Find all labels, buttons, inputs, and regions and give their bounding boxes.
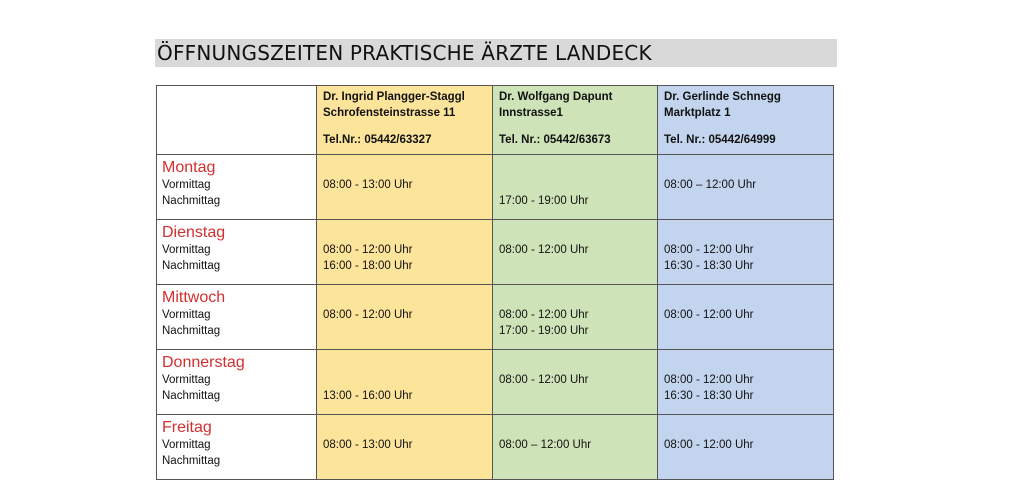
hours-line-2: 16:00 - 18:00 Uhr <box>323 260 413 272</box>
hours-line-1: 08:00 – 12:00 Uhr <box>664 179 757 191</box>
morning-label: Vormittag <box>162 309 211 321</box>
hours-line-2: 17:00 - 19:00 Uhr <box>499 325 589 337</box>
hours-line-2: 16:30 - 18:30 Uhr <box>664 390 754 402</box>
morning-label: Vormittag <box>162 244 211 256</box>
table-row <box>157 350 834 415</box>
doctor-phone: Tel.Nr.: 05442/63327 <box>323 134 432 146</box>
day-cell <box>157 415 317 480</box>
hours-cell <box>317 220 493 285</box>
table-row <box>157 415 834 480</box>
day-name: Montag <box>162 159 216 176</box>
hours-line-1: 08:00 - 12:00 Uhr <box>664 244 754 256</box>
opening-hours-table <box>156 85 834 480</box>
hours-cell <box>317 415 493 480</box>
morning-label: Vormittag <box>162 179 211 191</box>
hours-line-1: 08:00 - 12:00 Uhr <box>499 244 589 256</box>
hours-line-1: 08:00 - 12:00 Uhr <box>499 374 589 386</box>
day-name: Mittwoch <box>162 289 226 306</box>
doctor-name: Dr. Wolfgang Dapunt <box>499 91 613 103</box>
hours-cell <box>658 415 834 480</box>
doctor-address: Marktplatz 1 <box>664 107 731 119</box>
hours-cell <box>658 220 834 285</box>
table-row <box>157 155 834 220</box>
hours-line-1: 08:00 - 12:00 Uhr <box>664 374 754 386</box>
doctor-header <box>658 86 834 155</box>
morning-label: Vormittag <box>162 374 211 386</box>
afternoon-label: Nachmittag <box>162 325 221 337</box>
doctor-name: Dr. Gerlinde Schnegg <box>664 91 781 103</box>
doctor-phone: Tel. Nr.: 05442/63673 <box>499 134 611 146</box>
hours-line-1: 08:00 - 12:00 Uhr <box>323 309 413 321</box>
hours-line-2: 13:00 - 16:00 Uhr <box>323 390 413 402</box>
hours-line-1: 08:00 - 12:00 Uhr <box>323 244 413 256</box>
hours-cell <box>317 155 493 220</box>
hours-line-1: 08:00 - 12:00 Uhr <box>499 309 589 321</box>
afternoon-label: Nachmittag <box>162 455 221 467</box>
day-name: Dienstag <box>162 224 226 241</box>
hours-line-1: 08:00 – 12:00 Uhr <box>499 439 592 451</box>
day-cell <box>157 285 317 350</box>
doctor-address: Innstrasse1 <box>499 107 563 119</box>
day-cell <box>157 350 317 415</box>
doctor-header <box>317 86 493 155</box>
hours-cell <box>493 350 658 415</box>
afternoon-label: Nachmittag <box>162 260 221 272</box>
doctor-address: Schrofensteinstrasse 11 <box>323 107 456 119</box>
afternoon-label: Nachmittag <box>162 195 221 207</box>
title-bar <box>155 39 837 67</box>
table-row <box>157 220 834 285</box>
hours-line-2: 16:30 - 18:30 Uhr <box>664 260 754 272</box>
day-cell <box>157 155 317 220</box>
day-name: Donnerstag <box>162 354 245 371</box>
hours-line-2: 17:00 - 19:00 Uhr <box>499 195 589 207</box>
hours-line-1: 08:00 - 13:00 Uhr <box>323 179 413 191</box>
hours-cell <box>658 350 834 415</box>
hours-cell <box>493 155 658 220</box>
table-row <box>157 285 834 350</box>
page-title: ÖFFNUNGSZEITEN PRAKTISCHE ÄRZTE LANDECK <box>157 41 652 65</box>
hours-line-1: 08:00 - 12:00 Uhr <box>664 309 754 321</box>
hours-cell <box>493 415 658 480</box>
hours-cell <box>317 285 493 350</box>
hours-line-1: 08:00 - 13:00 Uhr <box>323 439 413 451</box>
day-cell <box>157 220 317 285</box>
hours-cell <box>658 285 834 350</box>
day-name: Freitag <box>162 419 212 436</box>
doctor-header <box>493 86 658 155</box>
morning-label: Vormittag <box>162 439 211 451</box>
hours-line-1: 08:00 - 12:00 Uhr <box>664 439 754 451</box>
hours-cell <box>493 285 658 350</box>
doctor-phone: Tel. Nr.: 05442/64999 <box>664 134 776 146</box>
hours-cell <box>658 155 834 220</box>
afternoon-label: Nachmittag <box>162 390 221 402</box>
header-row <box>157 86 834 155</box>
header-empty-cell <box>157 86 317 155</box>
doctor-name: Dr. Ingrid Plangger-Staggl <box>323 91 465 103</box>
hours-cell <box>493 220 658 285</box>
hours-cell <box>317 350 493 415</box>
